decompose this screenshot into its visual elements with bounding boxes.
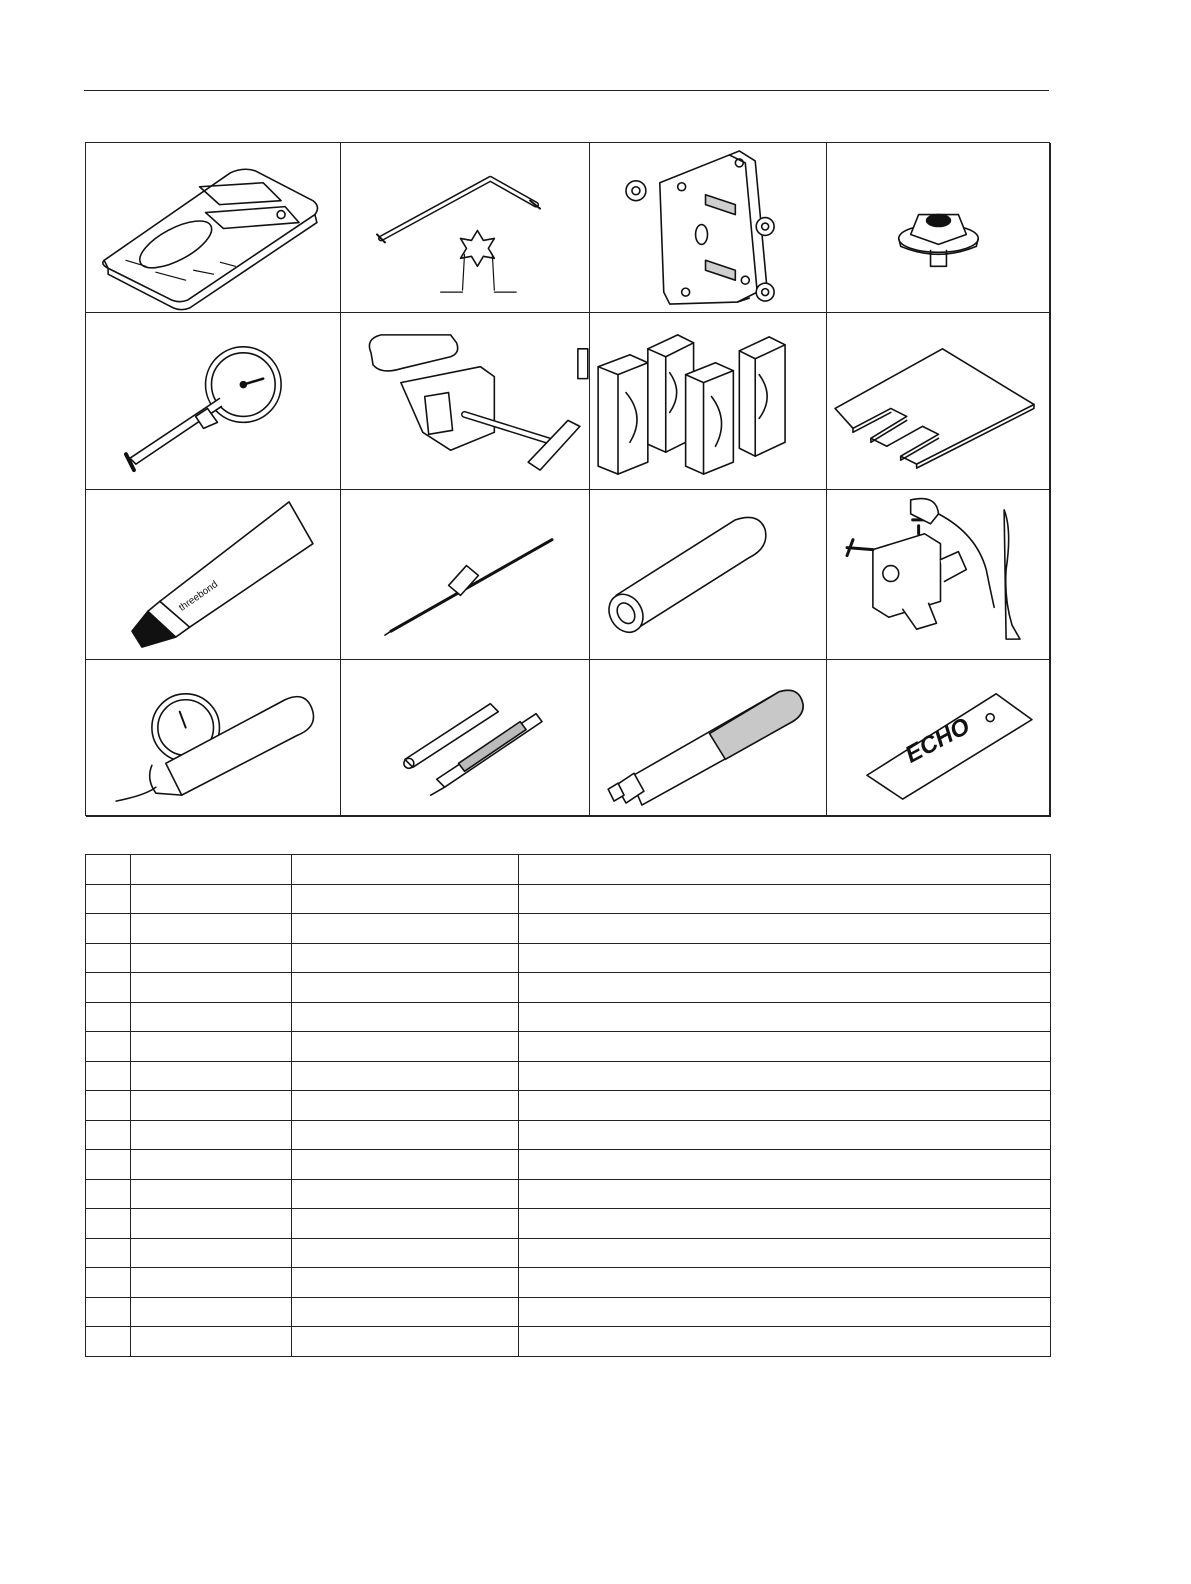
table-row [86, 884, 1051, 914]
table-cell [292, 855, 519, 885]
tool-cell-10 [341, 490, 590, 660]
table-cell [292, 1179, 519, 1209]
table-cell [292, 1002, 519, 1032]
table-cell [131, 855, 292, 885]
table-cell [519, 1002, 1051, 1032]
table-row [86, 1120, 1051, 1150]
tachometer-icon [86, 143, 340, 312]
table-cell [131, 1209, 292, 1239]
table-cell [292, 1297, 519, 1327]
knurled-driver-icon [590, 660, 826, 816]
table-cell [519, 1327, 1051, 1357]
table-cell [519, 1150, 1051, 1180]
tool-grid [85, 142, 1050, 816]
table-cell [519, 1209, 1051, 1239]
table-cell [131, 1032, 292, 1062]
table-cell [86, 1327, 131, 1357]
table-cell [519, 1091, 1051, 1121]
table-cell [131, 1091, 292, 1121]
piston-pin-tool-icon [341, 313, 589, 489]
table-cell [292, 973, 519, 1003]
table-cell [131, 973, 292, 1003]
tool-cell-9 [86, 490, 341, 660]
table-cell [292, 1091, 519, 1121]
table-row [86, 1002, 1051, 1032]
table-row [86, 1297, 1051, 1327]
table-cell [519, 1032, 1051, 1062]
table-cell [86, 1150, 131, 1180]
table-cell [86, 1238, 131, 1268]
table-cell [292, 1032, 519, 1062]
table-row [86, 1061, 1051, 1091]
table-row [86, 1327, 1051, 1357]
table-row [86, 1032, 1051, 1062]
table-row [86, 1209, 1051, 1239]
table-cell [519, 973, 1051, 1003]
flywheel-nut-puller-icon [827, 143, 1050, 312]
tool-cell-6 [341, 313, 590, 490]
pin-driver-icon [341, 490, 589, 659]
table-cell [292, 1150, 519, 1180]
table-cell [86, 1061, 131, 1091]
table-row [86, 1091, 1051, 1121]
table-cell [519, 1238, 1051, 1268]
table-row [86, 1238, 1051, 1268]
table-cell [86, 855, 131, 885]
table-cell [519, 1061, 1051, 1091]
table-cell [131, 1002, 292, 1032]
table-cell [292, 1061, 519, 1091]
table-cell [519, 943, 1051, 973]
table-cell [131, 884, 292, 914]
table-cell [86, 884, 131, 914]
tool-cell-3 [590, 143, 827, 313]
tool-cell-5 [86, 313, 341, 490]
table-cell [292, 1209, 519, 1239]
spark-tester-icon [827, 490, 1050, 659]
table-cell [86, 1268, 131, 1298]
table-cell [131, 1268, 292, 1298]
table-cell [519, 1179, 1051, 1209]
tool-cell-15 [590, 660, 827, 817]
table-cell [131, 1120, 292, 1150]
table-cell [519, 1268, 1051, 1298]
tool-cell-13 [86, 660, 341, 817]
torx-wrench-icon [341, 143, 589, 312]
tool-cell-8 [827, 313, 1051, 490]
spec-table [85, 854, 1051, 1357]
tube-label: threebond [177, 579, 221, 614]
table-cell [86, 1091, 131, 1121]
table-cell [131, 1327, 292, 1357]
table-cell [86, 1297, 131, 1327]
table-cell [292, 914, 519, 944]
table-cell [131, 1061, 292, 1091]
tool-cell-14 [341, 660, 590, 817]
table-row [86, 1268, 1051, 1298]
header-rule [84, 90, 1049, 91]
table-row [86, 943, 1051, 973]
table-cell [86, 1120, 131, 1150]
crank-holder-plate-icon [590, 143, 826, 312]
punch-set-icon [341, 660, 589, 816]
table-cell [131, 1297, 292, 1327]
tool-cell-4 [827, 143, 1051, 313]
table-cell [519, 884, 1051, 914]
table-row [86, 914, 1051, 944]
tool-cell-11 [590, 490, 827, 660]
table-cell [131, 943, 292, 973]
tool-cell-1 [86, 143, 341, 313]
feeler-gauge-plate-icon [827, 313, 1050, 489]
table-cell [292, 1120, 519, 1150]
crankcase-support-blocks-icon [590, 313, 826, 489]
table-cell [131, 1238, 292, 1268]
table-row [86, 1150, 1051, 1180]
table-cell [131, 1179, 292, 1209]
table-cell [86, 973, 131, 1003]
table-cell [292, 943, 519, 973]
echo-logo: ECHO [900, 712, 975, 769]
tool-cell-12 [827, 490, 1051, 660]
tool-cell-2 [341, 143, 590, 313]
table-row [86, 855, 1051, 885]
table-cell [519, 1120, 1051, 1150]
table-cell [292, 1327, 519, 1357]
sleeve-tube-icon [590, 490, 826, 659]
table-cell [86, 1032, 131, 1062]
table-cell [519, 855, 1051, 885]
table-cell [131, 1150, 292, 1180]
tool-cell-16 [827, 660, 1051, 817]
echo-card-icon [827, 660, 1050, 816]
table-row [86, 1179, 1051, 1209]
table-cell [292, 884, 519, 914]
table-cell [86, 943, 131, 973]
compression-gauge-icon [86, 313, 340, 489]
table-cell [86, 914, 131, 944]
table-cell [86, 1209, 131, 1239]
table-cell [86, 1002, 131, 1032]
pressure-tester-icon [86, 660, 340, 816]
table-row [86, 973, 1051, 1003]
table-cell [519, 914, 1051, 944]
table-cell [292, 1268, 519, 1298]
tool-cell-7 [590, 313, 827, 490]
table-cell [131, 914, 292, 944]
threadlock-tube-icon [86, 490, 340, 659]
table-cell [292, 1238, 519, 1268]
table-cell [519, 1297, 1051, 1327]
table-cell [86, 1179, 131, 1209]
